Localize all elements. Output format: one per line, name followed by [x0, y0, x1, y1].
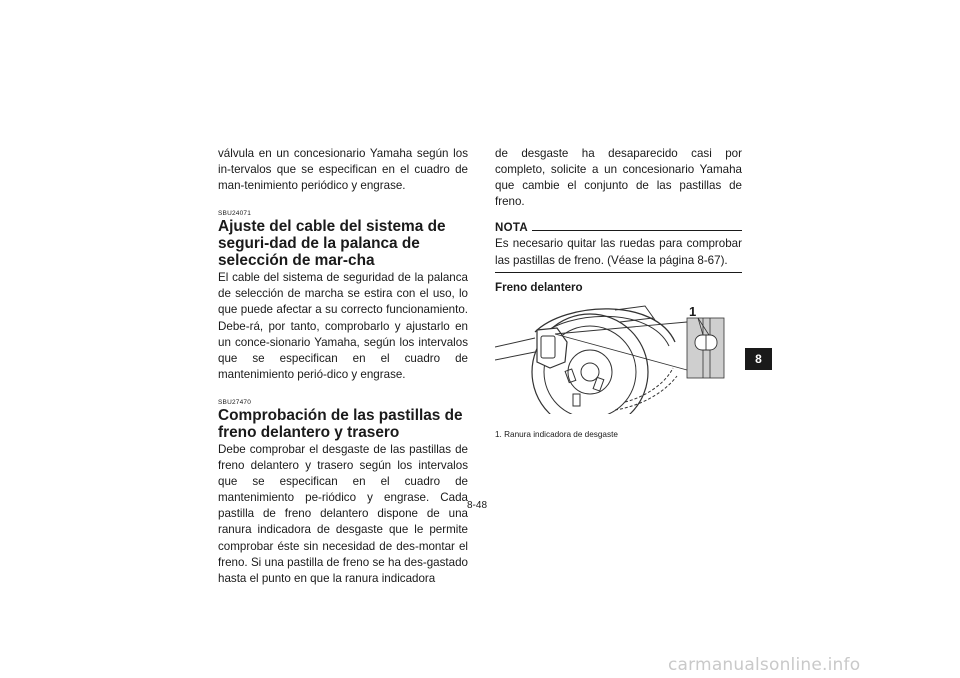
watermark: carmanualsonline.info — [668, 655, 861, 675]
note-end-rule — [495, 272, 742, 273]
note-text: Es necesario quitar las ruedas para comprobar las pastillas de freno. (Véase la página 8-67). — [495, 237, 742, 267]
page-number: 8-48 — [466, 500, 487, 511]
section-body: El cable del sistema de seguridad de la palanca de selección de marcha se estira con el uso, lo que puede afectar a su correcto funcionamiento. Debe-rá, por tanto, comprobarlo y ajustarlo en un conce-sionario Yamaha, según los intervalos que se especifican en el cuadro de mantenimiento perió-dico y engrase. — [218, 271, 468, 381]
section-code: SBU27470 — [218, 398, 252, 406]
brake-illustration — [495, 302, 742, 414]
section-title: Ajuste del cable del sistema de seguri-dad de la palanca de selección de mar-cha — [218, 218, 446, 270]
chapter-tab: 8 — [745, 348, 772, 370]
note-rule — [532, 230, 742, 231]
note-header — [495, 220, 742, 236]
figure-caption: 1. Ranura indicadora de desgaste — [495, 429, 618, 439]
right-column — [495, 146, 742, 440]
subheading: Freno delantero — [495, 280, 583, 294]
figure-callout: 1 — [689, 303, 697, 319]
section-code: SBU24071 — [218, 210, 252, 218]
note-label: NOTA — [495, 222, 528, 235]
brake-figure — [495, 302, 742, 414]
section-title: Comprobación de las pastillas de freno delantero y trasero — [218, 406, 463, 441]
left-column — [218, 146, 468, 587]
section-body: Debe comprobar el desgaste de las pastillas de freno delantero y trasero según los intervalos que se especifican en el cuadro de mantenimiento pe-riódico y engrase. Cada pastilla de freno delantero dispone de una ranura indicadora de desgaste que le permite comprobar éste sin necesidad de des-montar el freno. Si una pastilla de freno se ha des-gastado hasta el punto en que la ranura indicadora — [218, 442, 468, 585]
continuation-paragraph: de desgaste ha desaparecido casi por completo, solicite a un concesionario Yamaha que cambie el conjunto de las pastillas de freno. — [495, 147, 742, 209]
intro-paragraph: válvula en un concesionario Yamaha según los in-tervalos que se especifican en el cuadro de man-tenimiento periódico y engrase. — [218, 147, 468, 193]
